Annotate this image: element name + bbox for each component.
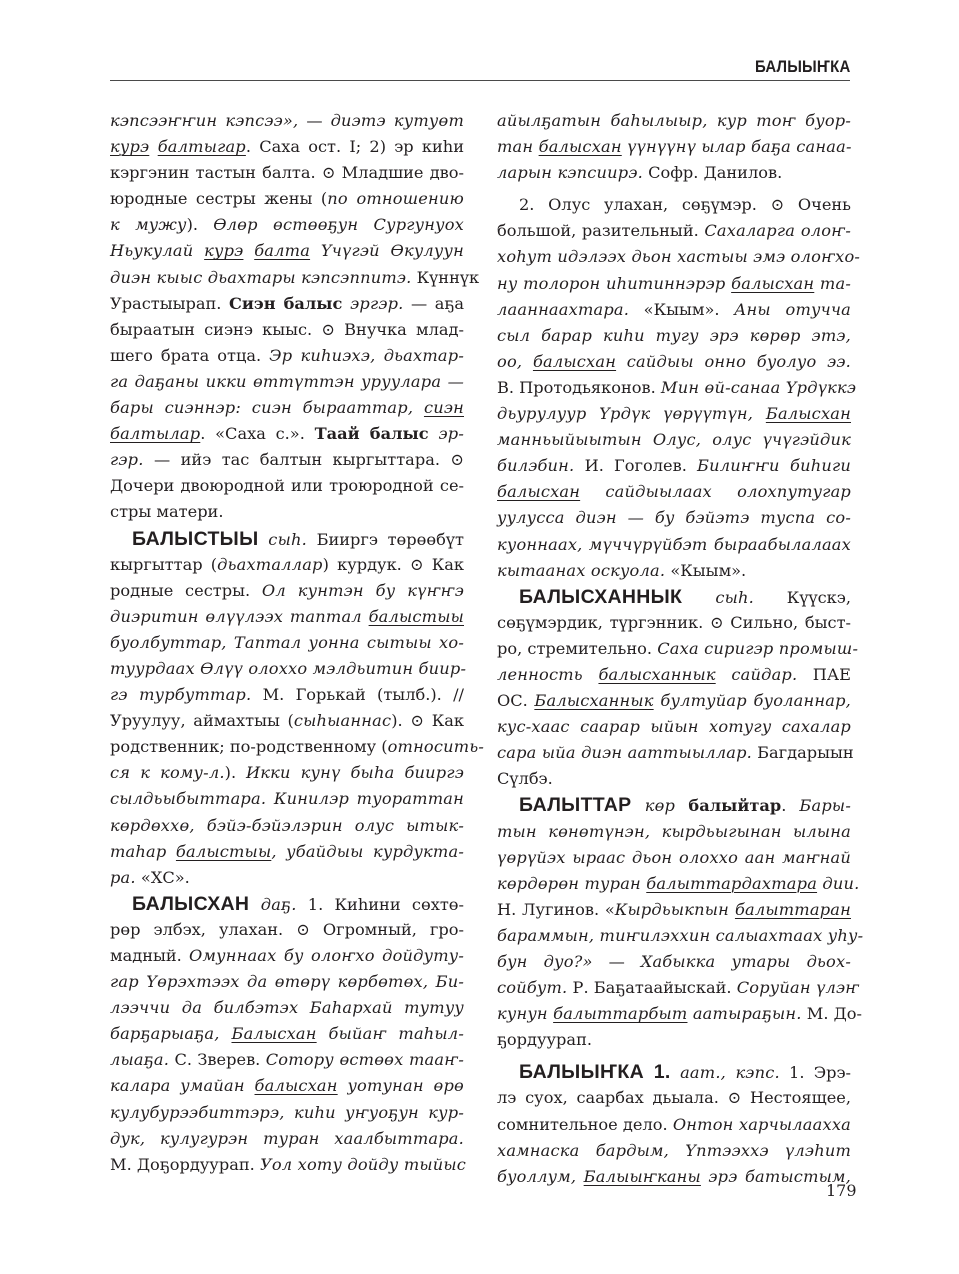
underlined-term: балысхан [497,482,581,502]
text-segment: бултуйар буоланнар, [653,691,851,711]
text-segment [149,137,157,156]
text-line [110,891,464,917]
underlined-term: балысхан [254,1076,338,1096]
text-segment: гар Үөрэхтээх да өтөрү көрбөтөх, Би- [110,972,464,992]
text-line [110,734,485,760]
text-line [110,682,464,708]
text-segment: Үчүгэй Өкулуун [310,241,464,261]
text-line [110,238,464,264]
text-line [497,819,851,845]
text-segment: Р. Баҕатаайыскай. [567,978,737,998]
text-segment: ленность [497,664,599,684]
text-segment: көрдөрөн туран [497,873,647,893]
text-line [497,297,851,323]
text-line [497,584,851,610]
text-segment: большой, разительный. [497,221,705,241]
text-segment: Эр киhиэхэ, дьахтар- [269,345,464,365]
text-segment: гэ турбуттар. [110,685,252,705]
underlined-term: балысхан [731,273,815,293]
text-line [497,740,854,766]
text-segment: «ХС». [135,867,190,887]
text-segment: сыл барар киhи тугу эрэ көрөр этэ, [497,325,851,345]
text-segment: относить- [387,737,485,757]
text-segment: 2. Олус улахан, сөҕүмэр. ⊙ Очень [519,195,851,215]
text-segment: «Кыым». [665,560,747,580]
text-segment: тын көнөтүнэн, кырдьыгынан ылына [497,821,851,841]
text-segment: сыh. [682,587,754,607]
text-line [110,1100,464,1126]
text-segment: стры матери. [110,502,224,522]
headword: БАЛЫЫҤКА 1. [519,1061,671,1084]
text-segment: ). ⊙ Как [391,711,464,731]
text-segment: аат., кэпс. [670,1063,780,1083]
text-line [497,636,859,662]
text-segment: ПАЕ [797,664,851,684]
text-segment: дьурулуур Үрдүк үөрүүтүн, [497,404,766,424]
underlined-term: Балысханнык [534,691,654,711]
text-segment: дук, кулугурэн туран хаалбыттара. [110,1128,464,1148]
text-segment: Күннүк [411,267,480,287]
text-segment: буоллум, [497,1166,584,1186]
text-segment: калара умайан [110,1076,255,1096]
text-segment: көрдөххө, бэйэ-бэйэлэрин олус ытык- [110,815,464,835]
text-segment: ра. [110,867,136,887]
text-segment: Урастыырап. [110,293,229,313]
text-segment: ларын кэпсиирэ. [497,163,643,183]
text-segment: Өлөр өстөөҕун Сургунуох [213,215,464,235]
text-line [110,499,464,525]
text-segment: бары сиэннэр: сиэн бырааттар, [110,398,424,418]
underlined-term: балысхан [532,351,617,371]
text-segment: хоhут идэлээх дьон хастыы эмэ олоҥхо- [497,247,861,267]
text-line [110,760,464,786]
text-segment: сайдыы онно буолуо ээ. [616,351,851,371]
underlined-term: Балысхан [231,1024,317,1044]
text-line [110,578,464,604]
text-segment: кыргыттар ( [110,554,218,574]
text-segment: к мужу [110,215,187,235]
text-line [110,969,464,995]
text-segment: , убайдыы курдукта- [271,841,464,861]
header-rule [110,80,850,81]
text-segment: мадный. [110,946,190,965]
underlined-term: балтылар [110,424,201,444]
text-segment: куоннаах, мүччүрүйбэт быраабылалаах [497,534,851,554]
text-segment: рөр элбэх, улахан. ⊙ Огромный, гро- [110,919,464,939]
text-segment: Бииргэ төрөөбүт [306,529,465,549]
text-segment: Соруйан үлэҥ [736,978,860,998]
text-line [110,630,464,656]
text-line [497,975,860,1001]
text-segment: сайдар. [715,664,798,684]
text-segment: И. Гоголев. [574,456,698,476]
text-line [497,1138,851,1164]
text-segment: Н. Лугинов. « [497,899,615,919]
text-line [497,714,851,740]
text-segment: Саха сиригэр промыш- [657,638,859,658]
text-segment: эр- [428,424,464,444]
text-line [110,291,464,317]
text-line [497,949,851,975]
text-segment: Аны отучча [734,299,851,319]
text-segment: сойбут. [497,978,568,998]
text-segment: сайдыылаах олохпутугар [580,482,851,502]
text-line [110,473,464,499]
text-segment: родные сестры. [110,580,262,600]
text-segment: Сотору өстөөх тааҥ- [265,1050,464,1070]
text-segment: Күүскэ, [753,587,851,607]
text-line [110,995,464,1021]
text-segment: буолбуттар, Таптал уонна сытыы хо- [110,632,464,652]
text-line [110,865,464,891]
text-line [497,453,851,479]
text-segment: Кырдьыкпын [614,899,735,919]
text-segment: бараммын, тиҥилэххин салыахтаах уhу- [497,925,864,945]
text-segment: даҕ. [249,894,297,914]
text-segment: . [781,796,800,816]
text-segment: Таай балыс [314,424,429,444]
text-line [497,401,851,427]
text-segment: диэтэ кутуөт [330,111,465,130]
text-segment: уулусса диэн — бу бэйэтэ туспа со- [497,508,851,528]
text-segment: бун дуо?» [497,952,593,971]
text-line [497,244,861,270]
text-segment: Икки кунү быhа бииргэ [245,763,464,783]
text-line [110,1126,464,1152]
text-line [497,766,851,792]
underlined-term: балыттарбыт [553,1004,688,1024]
text-line [110,134,464,160]
text-segment: та- [814,273,851,293]
right-column [497,108,864,1190]
text-segment: таhар [110,841,176,861]
text-segment: лыаҕа. [110,1050,170,1070]
text-line [110,656,467,682]
underlined-term: Балысхан [765,404,851,424]
text-line [110,160,464,186]
page-number: 179 [826,1181,857,1200]
underlined-term: курэ [204,241,244,261]
text-segment: кэпсээҥҥин кэпсээ», [110,111,299,130]
text-segment: кус-хаас саарар ыйын хотугу сахалар [497,717,851,737]
text-line [497,134,851,160]
text-segment: лааннаахтара. [497,299,630,319]
text-segment: сылдьыбыттара. Кинилэр туораттан [110,789,464,809]
text-segment: 1. Эрэ- [779,1063,851,1083]
text-line [497,558,851,584]
text-segment: барҕарыаҕа, [110,1024,232,1044]
text-segment: шего брата отца. [110,345,270,365]
text-segment: Ол кунтэн бу күҥҥэ [261,580,464,600]
text-segment: Бары- [799,796,851,816]
text-segment: ) курдук. ⊙ Как [322,554,464,574]
running-head: БАЛЫЫҤКА [754,57,850,76]
underlined-term: сиэн [423,398,464,418]
left-column [110,108,485,1178]
text-line [110,447,464,473]
text-segment: дьахталлар [217,554,323,574]
text-segment: диэритин өлүүлээх таптал [110,606,369,626]
text-line [497,505,851,531]
text-line [110,1152,467,1178]
text-segment: быраатын сиэнэ кыыс. ⊙ Внучка млад- [110,319,464,339]
text-line [110,526,464,552]
text-line [110,813,464,839]
text-segment: Софр. Данилов. [642,163,783,183]
text-segment: — ийэ тас балтын кыргыттара. ⊙ [143,450,464,470]
text-segment: Омуннаах бу олоҥхо дойдуту- [189,946,464,965]
text-segment: ну толорон иhитиннэрэр [497,273,732,293]
text-segment: Сахаларга олоҥ- [704,221,851,241]
underlined-term: курэ [110,137,150,157]
text-segment: сыhыаннас [293,711,392,731]
text-segment: 1. Киhини сөхтө- [296,894,465,914]
text-line [497,427,851,453]
text-segment: диэн кыыс дьахтары кэпсэппитэ. [110,267,412,287]
text-segment: айылҕатын баhылыыр, кур тоҥ буор- [497,111,851,130]
text-segment: — аҕа [403,293,465,313]
headword: БАЛЫСХАН [132,892,250,915]
text-line [497,871,860,897]
text-segment: ся к кому-л. [110,763,225,783]
text-line [110,552,464,578]
text-segment: М. Горькай (тылб.). // [251,685,464,705]
text-segment: ро, стремительно. [497,638,658,658]
text-line [497,1085,851,1111]
text-segment: билэбин. [497,456,575,476]
text-line [497,218,851,244]
text-segment: туурдаах Өлүү олоххо мэлдьитин биир- [110,658,467,678]
text-line [110,369,464,395]
text-line [110,212,464,238]
text-line [497,160,851,186]
text-segment: Сүлбэ. [497,769,553,789]
text-segment: уотунан өрө [337,1076,464,1096]
text-segment: эргэр. [342,293,404,313]
text-segment: . Саха ост. I; 2) эр киhи [245,137,464,157]
text-segment: кэргэнин тастын балта. ⊙ Младшие дво- [110,163,464,183]
text-line [110,708,464,734]
text-line [110,1021,464,1047]
text-segment: ). [224,763,246,783]
text-segment: юродные сестры жены ( [110,189,328,209]
text-segment: родственник; по-родственному ( [110,737,388,757]
text-segment: кунун [497,1004,554,1024]
text-line [497,375,857,401]
text-segment: ). [186,215,214,235]
text-line [497,192,851,218]
headword: БАЛЫСТЫЫ [132,527,259,550]
underlined-term: балыттаран [734,899,851,919]
text-line [497,1112,851,1138]
text-segment [243,241,254,260]
text-line [110,108,464,134]
text-segment: Уруулуу, аймахтыы ( [110,711,294,731]
text-segment: хамнаска бардым, Үптээххэ үлэhит [497,1140,851,1160]
text-segment: Онтон харчылаахха [672,1114,851,1134]
text-segment: — [298,111,331,130]
text-segment: М. До- [801,1004,862,1024]
text-line [497,108,851,134]
text-line [110,265,480,291]
text-line [497,1059,851,1085]
text-segment: кулубурээбиттэрэ, киhи уҥуоҕун кур- [110,1102,464,1122]
underlined-term: балысханнык [598,664,716,684]
text-line [497,271,851,297]
text-segment: эрэ батыстым, [700,1166,851,1186]
text-line [497,479,851,505]
text-line [497,323,851,349]
headword: БАЛЫСХАННЫК [519,585,683,608]
text-segment: үөрүйэх ыраас дьон олоххо аан маҥнай [497,847,851,867]
text-segment: балыйтар [688,796,782,816]
text-segment: сөҕүмэрдик, түргэнник. ⊙ Сильно, быст- [497,612,851,632]
text-segment: сара ыйа диэн ааттыыллар. [497,743,752,763]
text-segment: по отношению [327,189,464,209]
text-line [497,923,864,949]
text-line [110,786,464,812]
underlined-term: балыстыы [175,841,272,861]
text-segment: «Кыым». [629,299,735,319]
text-segment: манньыйыытын Олус, олус үчүгэйдик [497,430,851,450]
text-segment: Билиҥҥи биhиги [697,456,851,476]
text-segment: . «Саха с.». [200,424,315,444]
text-line [110,317,464,343]
text-line [110,421,464,447]
text-line [110,1073,464,1099]
underlined-term: Балыыҥканы [583,1166,701,1186]
text-line [110,943,464,969]
text-line [497,845,851,871]
text-segment: ҕордуурап. [497,1030,593,1050]
text-segment: М. Доҕордуурап. [110,1154,260,1174]
text-segment: дии. [817,873,860,893]
text-segment: сыh. [258,529,307,549]
text-segment: Дочери двоюродной или троюродной се- [110,476,464,496]
text-segment: аатыраҕын. [687,1004,802,1024]
text-segment: га даҕаны икки өттүттэн уруулара — [110,371,464,391]
underlined-term: балыттардахтара [646,873,818,893]
headword: БАЛЫТТАР [519,794,632,817]
text-segment: кытаанах оскуола. [497,560,666,580]
text-segment: үүнүүнү ылар баҕа санаа- [621,137,852,157]
text-segment: лэ суох, саарбах дьыала. ⊙ Нестоящее, [497,1088,851,1108]
text-segment: Хабыкка утары дьох- [640,952,851,971]
text-segment: С. Зверев. [169,1050,266,1070]
text-line [497,792,851,818]
text-segment: тан [497,137,539,157]
text-line [110,839,464,865]
text-segment: гэр. [110,450,144,470]
text-segment: лээччи да билбэтэх Баhархай тутуу [110,998,464,1018]
text-segment: В. Протодьяконов. [497,377,661,397]
text-segment: Сиэн балыс [228,293,343,313]
text-segment: сомнительное дело. [497,1114,673,1134]
underlined-term: балта [254,241,311,261]
text-segment: Мин өй-санаа Үрдүккэ [660,377,857,397]
text-line [497,610,851,636]
text-segment: ОС. [497,691,535,711]
underlined-term: балыстыы [368,606,464,626]
text-segment: Уол хоту дойду тыйыс [259,1154,467,1174]
text-line [110,186,464,212]
text-line [497,688,851,714]
text-line [110,917,464,943]
text-line [497,1001,862,1027]
underlined-term: балысхан [538,137,622,157]
text-segment: оо, [497,351,533,371]
text-line [110,343,464,369]
text-line [110,604,464,630]
text-line [497,532,851,558]
text-line [497,1027,851,1053]
text-line [497,1164,851,1190]
underlined-term: балтыгар [157,137,246,157]
text-line [110,1047,464,1073]
text-line [497,349,851,375]
text-line [497,897,851,923]
text-line [110,395,464,421]
text-segment: — [592,952,641,971]
text-segment: быйаҥ таhыл- [316,1024,464,1044]
text-segment: Ньукулай [110,241,205,261]
text-segment: көр [631,796,689,816]
text-line [497,662,851,688]
text-segment: Багдарыын [751,743,854,763]
